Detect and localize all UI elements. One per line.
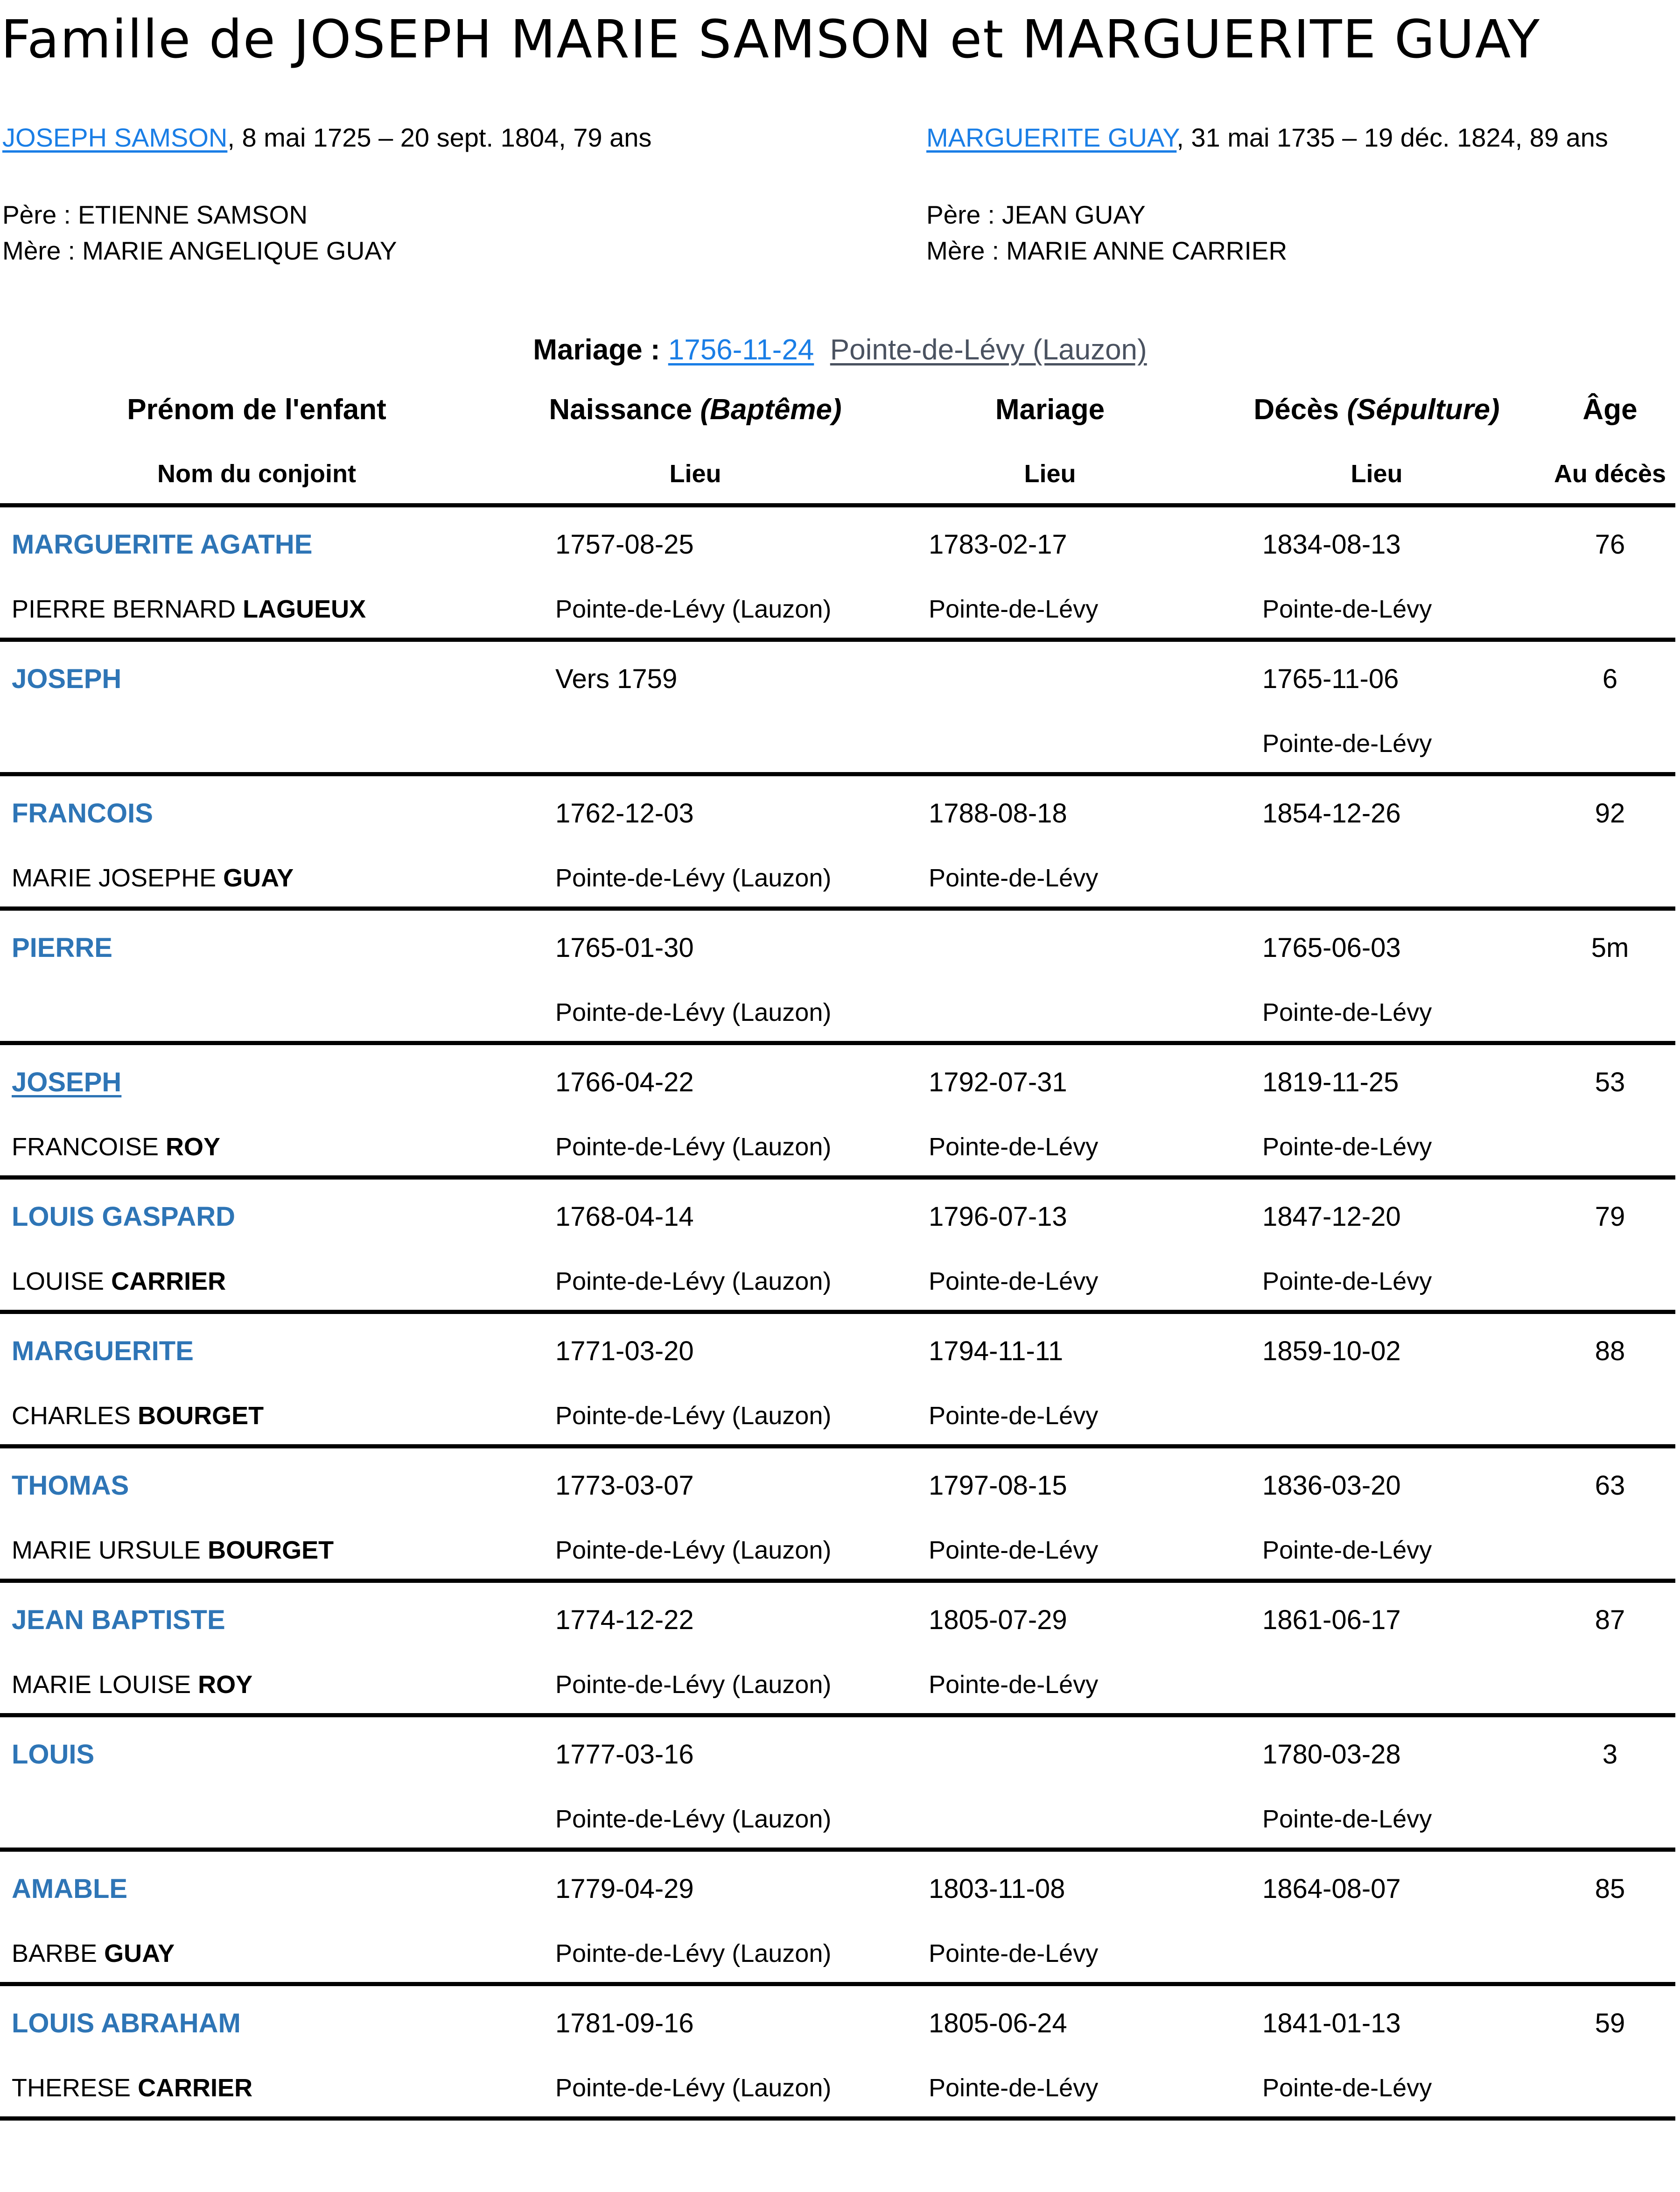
spouse-last-name: BOURGET <box>138 1402 264 1430</box>
death-place: Pointe-de-Lévy <box>1262 1267 1432 1295</box>
marriage-label: Mariage : <box>533 334 660 366</box>
birth-place: Pointe-de-Lévy (Lauzon) <box>555 1536 832 1564</box>
spouse-name <box>12 1263 226 1300</box>
spouse-name <box>12 859 294 897</box>
child-name: FRANCOIS <box>12 798 153 829</box>
header-lieu-mariage: Lieu <box>1024 460 1076 488</box>
table-row <box>0 911 1680 1045</box>
row-divider <box>0 772 1675 776</box>
table-row <box>0 1314 1680 1448</box>
death-date: 1854-12-26 <box>1262 798 1401 829</box>
birth-place: Pointe-de-Lévy (Lauzon) <box>555 864 832 892</box>
death-date: 1836-03-20 <box>1262 1470 1401 1501</box>
death-date: 1819-11-25 <box>1262 1067 1399 1097</box>
marriage-date: 1792-07-31 <box>929 1067 1067 1097</box>
husband-mother: Mère : MARIE ANGELIQUE GUAY <box>2 236 397 265</box>
spouse-first-name: CHARLES <box>12 1402 138 1430</box>
birth-place: Pointe-de-Lévy (Lauzon) <box>555 2074 832 2102</box>
death-date: 1780-03-28 <box>1262 1739 1401 1770</box>
husband-dates: , 8 mai 1725 – 20 sept. 1804, 79 ans <box>227 123 652 152</box>
age-at-death: 76 <box>1595 529 1625 560</box>
age-at-death: 79 <box>1595 1201 1625 1232</box>
marriage-place-link[interactable]: Pointe-de-Lévy (Lauzon) <box>830 334 1147 366</box>
table-row <box>0 642 1680 776</box>
birth-date: Vers 1759 <box>555 664 678 694</box>
birth-date: 1768-04-14 <box>555 1201 694 1232</box>
death-place: Pointe-de-Lévy <box>1262 595 1432 623</box>
page-title: Famille de JOSEPH MARIE SAMSON et MARGUERITE GUAY <box>1 9 1541 70</box>
wife-link[interactable]: MARGUERITE GUAY <box>926 123 1177 152</box>
header-mariage: Mariage <box>995 393 1105 426</box>
death-date: 1765-06-03 <box>1262 933 1401 963</box>
death-place: Pointe-de-Lévy <box>1262 998 1432 1026</box>
row-divider <box>0 1310 1675 1314</box>
header-naissance <box>532 391 859 429</box>
header-naissance-label: Naissance <box>549 393 693 426</box>
death-date: 1834-08-13 <box>1262 529 1401 560</box>
header-lieu-deces: Lieu <box>1351 460 1403 488</box>
birth-date: 1777-03-16 <box>555 1739 694 1770</box>
birth-place: Pointe-de-Lévy (Lauzon) <box>555 1402 832 1430</box>
spouse-first-name: MARIE LOUISE <box>12 1671 198 1699</box>
birth-place: Pointe-de-Lévy (Lauzon) <box>555 1805 832 1833</box>
death-date: 1847-12-20 <box>1262 1201 1401 1232</box>
header-deces-label: Décès <box>1253 393 1339 426</box>
table-row <box>0 1986 1680 2121</box>
header-au-deces: Au décès <box>1554 460 1666 488</box>
death-place: Pointe-de-Lévy <box>1262 1536 1432 1564</box>
marriage-date: 1796-07-13 <box>929 1201 1067 1232</box>
wife-father: Père : JEAN GUAY <box>926 200 1146 229</box>
spouse-name <box>12 1397 264 1434</box>
marriage-place: Pointe-de-Lévy <box>929 1536 1099 1564</box>
age-at-death: 87 <box>1595 1605 1625 1635</box>
birth-date: 1766-04-22 <box>555 1067 694 1097</box>
age-at-death: 3 <box>1602 1739 1618 1770</box>
marriage-place: Pointe-de-Lévy <box>929 2074 1099 2102</box>
marriage-date: 1783-02-17 <box>929 529 1067 560</box>
spouse-first-name: PIERRE BERNARD <box>12 595 243 623</box>
marriage-date: 1803-11-08 <box>929 1874 1065 1904</box>
spouse-first-name: MARIE URSULE <box>12 1536 208 1564</box>
child-name: AMABLE <box>12 1874 128 1904</box>
header-age: Âge <box>1582 393 1638 426</box>
header-prenom: Prénom de l'enfant <box>127 393 386 426</box>
birth-place: Pointe-de-Lévy (Lauzon) <box>555 1939 832 1967</box>
spouse-last-name: ROY <box>198 1671 253 1699</box>
marriage-place: Pointe-de-Lévy <box>929 1267 1099 1295</box>
header-deces-italic: (Sépulture) <box>1347 393 1500 426</box>
spouse-last-name: LAGUEUX <box>243 595 366 623</box>
table-row <box>0 776 1680 911</box>
child-name: JEAN BAPTISTE <box>12 1605 225 1635</box>
marriage-place: Pointe-de-Lévy <box>929 1402 1099 1430</box>
spouse-name <box>12 590 366 628</box>
row-divider <box>0 1579 1675 1583</box>
header-lieu-naissance: Lieu <box>669 460 721 488</box>
parents-marriage <box>0 329 1680 371</box>
spouse-last-name: BOURGET <box>208 1536 334 1564</box>
spouse-last-name: ROY <box>166 1133 221 1161</box>
spouse-last-name: CARRIER <box>138 2074 253 2102</box>
birth-date: 1762-12-03 <box>555 798 694 829</box>
marriage-date-link[interactable]: 1756-11-24 <box>668 334 814 366</box>
birth-date: 1774-12-22 <box>555 1605 694 1635</box>
child-name[interactable]: JOSEPH <box>12 1067 122 1097</box>
spouse-first-name: MARIE JOSEPHE <box>12 864 224 892</box>
table-row <box>0 1717 1680 1852</box>
row-divider <box>0 1982 1675 1986</box>
marriage-place: Pointe-de-Lévy <box>929 595 1099 623</box>
age-at-death: 85 <box>1595 1874 1625 1904</box>
marriage-date: 1788-08-18 <box>929 798 1067 829</box>
marriage-date: 1794-11-11 <box>929 1336 1064 1366</box>
birth-date: 1757-08-25 <box>555 529 694 560</box>
birth-place: Pointe-de-Lévy (Lauzon) <box>555 595 832 623</box>
child-name: MARGUERITE AGATHE <box>12 529 313 560</box>
header-deces <box>1213 391 1540 429</box>
death-place: Pointe-de-Lévy <box>1262 1133 1432 1161</box>
death-date: 1864-08-07 <box>1262 1874 1401 1904</box>
spouse-name <box>12 1532 334 1569</box>
child-name: LOUIS ABRAHAM <box>12 2008 241 2038</box>
wife-mother: Mère : MARIE ANNE CARRIER <box>926 236 1288 265</box>
table-row <box>0 1583 1680 1717</box>
spouse-name <box>12 1935 175 1972</box>
marriage-place: Pointe-de-Lévy <box>929 1133 1099 1161</box>
table-row <box>0 1852 1680 1986</box>
birth-date: 1771-03-20 <box>555 1336 694 1366</box>
spouse-last-name: GUAY <box>104 1939 175 1967</box>
spouse-last-name: CARRIER <box>111 1267 226 1295</box>
birth-place: Pointe-de-Lévy (Lauzon) <box>555 1267 832 1295</box>
death-date: 1841-01-13 <box>1262 2008 1401 2038</box>
death-place: Pointe-de-Lévy <box>1262 2074 1432 2102</box>
age-at-death: 88 <box>1595 1336 1625 1366</box>
husband-father: Père : ETIENNE SAMSON <box>2 200 308 229</box>
marriage-place: Pointe-de-Lévy <box>929 1671 1099 1699</box>
spouse-first-name: THERESE <box>12 2074 138 2102</box>
birth-place: Pointe-de-Lévy (Lauzon) <box>555 998 832 1026</box>
row-divider <box>0 906 1675 911</box>
age-at-death: 53 <box>1595 1067 1625 1097</box>
husband-link[interactable]: JOSEPH SAMSON <box>2 123 228 152</box>
child-name: LOUIS GASPARD <box>12 1201 236 1232</box>
death-date: 1859-10-02 <box>1262 1336 1401 1366</box>
wife-dates: , 31 mai 1735 – 19 déc. 1824, 89 ans <box>1176 123 1608 152</box>
age-at-death: 6 <box>1602 664 1618 694</box>
birth-place: Pointe-de-Lévy (Lauzon) <box>555 1671 832 1699</box>
wife-line <box>926 119 1608 156</box>
marriage-date: 1805-07-29 <box>929 1605 1067 1635</box>
spouse-name <box>12 1666 252 1703</box>
row-divider <box>0 1041 1675 1045</box>
marriage-date: 1797-08-15 <box>929 1470 1067 1501</box>
table-row <box>0 507 1680 642</box>
table-row <box>0 1045 1680 1180</box>
birth-date: 1765-01-30 <box>555 933 694 963</box>
birth-date: 1779-04-29 <box>555 1874 694 1904</box>
age-at-death: 92 <box>1595 798 1625 829</box>
death-date: 1861-06-17 <box>1262 1605 1401 1635</box>
row-divider <box>0 1713 1675 1717</box>
birth-date: 1773-03-07 <box>555 1470 694 1501</box>
spouse-first-name: FRANCOISE <box>12 1133 166 1161</box>
row-divider <box>0 638 1675 642</box>
spouse-first-name: BARBE <box>12 1939 105 1967</box>
child-name: JOSEPH <box>12 664 122 694</box>
death-place: Pointe-de-Lévy <box>1262 730 1432 758</box>
table-row <box>0 1448 1680 1583</box>
row-divider <box>0 1175 1675 1180</box>
table-header-divider <box>0 503 1675 507</box>
age-at-death: 59 <box>1595 2008 1625 2038</box>
marriage-place: Pointe-de-Lévy <box>929 1939 1099 1967</box>
spouse-name <box>12 1128 220 1166</box>
birth-place: Pointe-de-Lévy (Lauzon) <box>555 1133 832 1161</box>
child-name: PIERRE <box>12 933 112 963</box>
row-divider <box>0 1848 1675 1852</box>
age-at-death: 63 <box>1595 1470 1625 1501</box>
child-name: MARGUERITE <box>12 1336 194 1366</box>
age-at-death: 5m <box>1591 933 1629 963</box>
husband-line <box>2 119 651 156</box>
birth-date: 1781-09-16 <box>555 2008 694 2038</box>
marriage-place: Pointe-de-Lévy <box>929 864 1099 892</box>
child-name: THOMAS <box>12 1470 129 1501</box>
spouse-last-name: GUAY <box>223 864 294 892</box>
spouse-first-name: LOUISE <box>12 1267 112 1295</box>
row-divider <box>0 1444 1675 1448</box>
header-naissance-italic: (Baptême) <box>700 393 842 426</box>
child-name: LOUIS <box>12 1739 95 1770</box>
death-date: 1765-11-06 <box>1262 664 1399 694</box>
row-divider <box>0 2116 1675 2121</box>
spouse-name <box>12 2069 252 2107</box>
header-conjoint: Nom du conjoint <box>157 460 356 488</box>
table-row <box>0 1180 1680 1314</box>
marriage-date: 1805-06-24 <box>929 2008 1067 2038</box>
death-place: Pointe-de-Lévy <box>1262 1805 1432 1833</box>
